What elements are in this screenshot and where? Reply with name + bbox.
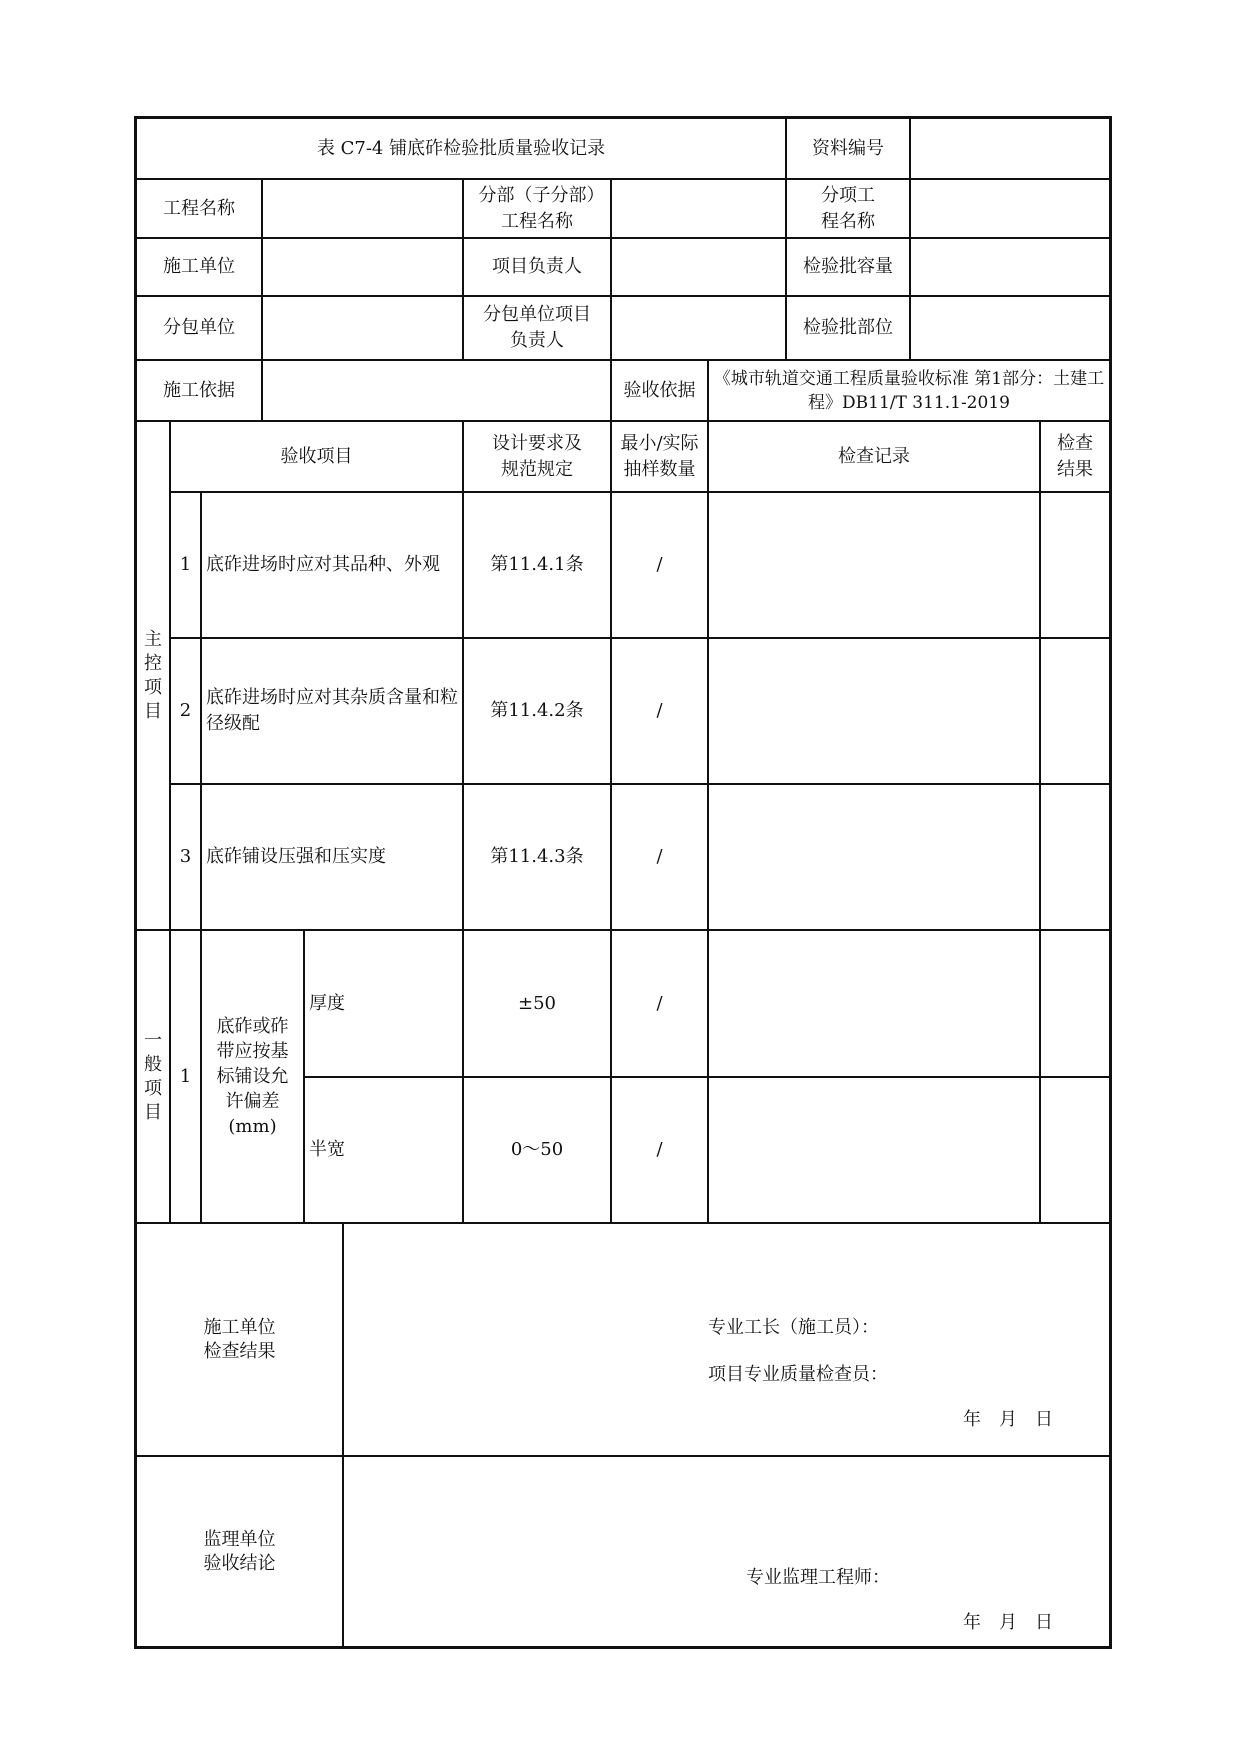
acceptance-basis-label: 验收依据: [623, 379, 696, 401]
construction-unit-field[interactable]: [263, 239, 462, 295]
batch-location-label: 检验批部位: [803, 317, 893, 338]
general-row-1-result[interactable]: [1041, 931, 1109, 1076]
project-manager-label: 项目负责人: [492, 256, 582, 277]
general-row-2-record[interactable]: [709, 1078, 1039, 1222]
subcontract-unit-label: 分包单位: [163, 317, 235, 338]
general-label: 一 般 项 目: [144, 1029, 162, 1123]
main-row-2-sample: /: [656, 700, 663, 721]
construction-unit-label: 施工单位: [163, 256, 235, 277]
general-row-2-sub: 半宽: [309, 1139, 345, 1160]
form-title: 表 C7-4 铺底砟检验批质量验收记录: [316, 137, 606, 159]
general-row-2-sample: /: [656, 1139, 663, 1160]
general-row-2-result[interactable]: [1041, 1078, 1109, 1222]
supervision-date-label: 年 月 日: [963, 1612, 1053, 1633]
col-record-header: 检查记录: [838, 445, 910, 467]
subcontract-unit-field[interactable]: [263, 297, 462, 359]
doc-no-field[interactable]: [911, 119, 1109, 178]
main-row-3-no: 3: [179, 846, 192, 867]
main-row-1-no: 1: [179, 554, 192, 575]
general-row-1-requirement: ±50: [518, 992, 556, 1014]
main-row-3-record[interactable]: [709, 785, 1039, 929]
sub-part-label: 分部（子分部）工程名称: [478, 184, 596, 232]
batch-capacity-field[interactable]: [911, 239, 1109, 295]
qc-inspector-signature-label: 项目专业质量检查员：: [708, 1364, 888, 1385]
main-row-2-result[interactable]: [1041, 639, 1109, 783]
main-row-1-item: 底砟进场时应对其品种、外观: [206, 554, 440, 575]
main-row-1-sample: /: [656, 554, 663, 575]
general-row-no: 1: [179, 1065, 192, 1087]
project-name-label: 工程名称: [163, 197, 235, 219]
main-row-3-requirement: 第11.4.3条: [490, 846, 584, 867]
general-group-label: 底砟或砟 带应按基 标铺设允 许偏差 (mm): [216, 1016, 289, 1137]
acceptance-record-form: [134, 116, 1112, 1649]
general-row-1-record[interactable]: [709, 931, 1039, 1076]
subcontract-manager-field[interactable]: [612, 297, 785, 359]
batch-capacity-label: 检验批容量: [803, 256, 893, 277]
sub-part-field[interactable]: [612, 180, 785, 237]
main-row-1-requirement: 第11.4.1条: [490, 554, 584, 575]
batch-location-field[interactable]: [911, 297, 1109, 359]
project-name-field[interactable]: [263, 180, 462, 237]
supervision-label: 监理单位 验收结论: [203, 1528, 276, 1574]
main-row-1-result[interactable]: [1041, 493, 1109, 637]
main-row-3-item: 底砟铺设压强和压实度: [206, 846, 386, 867]
main-row-2-item: 底砟进场时应对其杂质含量和粒径级配: [206, 687, 458, 734]
sub-item-field[interactable]: [911, 180, 1109, 237]
construction-date-label: 年 月 日: [963, 1409, 1053, 1430]
construction-check-label: 施工单位 检查结果: [203, 1316, 276, 1362]
main-control-label: 主 控 项 目: [144, 628, 162, 722]
doc-no-label: 资料编号: [812, 137, 884, 159]
col-item-header: 验收项目: [280, 445, 353, 467]
main-row-2-no: 2: [179, 700, 192, 721]
general-row-2-requirement: 0～50: [510, 1139, 564, 1160]
subcontract-manager-label: 分包单位项目负责人: [483, 304, 591, 351]
rule: [342, 1222, 344, 1646]
general-row-1-sub: 厚度: [309, 992, 345, 1014]
construction-basis-label: 施工依据: [163, 379, 235, 401]
col-sample-header: 最小/实际抽样数量: [620, 432, 699, 480]
main-row-3-result[interactable]: [1041, 785, 1109, 929]
main-row-2-requirement: 第11.4.2条: [490, 700, 584, 721]
project-manager-field[interactable]: [612, 239, 785, 295]
main-row-2-record[interactable]: [709, 639, 1039, 783]
foreman-signature-label: 专业工长（施工员）：: [708, 1317, 879, 1338]
main-row-3-sample: /: [656, 846, 663, 867]
col-design-req-header: 设计要求及规范规定: [492, 432, 582, 480]
sub-item-label: 分项工程名称: [821, 184, 875, 232]
general-row-1-sample: /: [656, 992, 663, 1014]
acceptance-basis-value: 《城市轨道交通工程质量验收标准 第1部分：土建工程》DB11/T 311.1-2019: [713, 368, 1105, 413]
supervisor-signature-label: 专业监理工程师：: [746, 1567, 890, 1588]
col-result-header: 检查结果: [1057, 432, 1093, 480]
main-row-1-record[interactable]: [709, 493, 1039, 637]
construction-basis-field[interactable]: [263, 361, 610, 420]
